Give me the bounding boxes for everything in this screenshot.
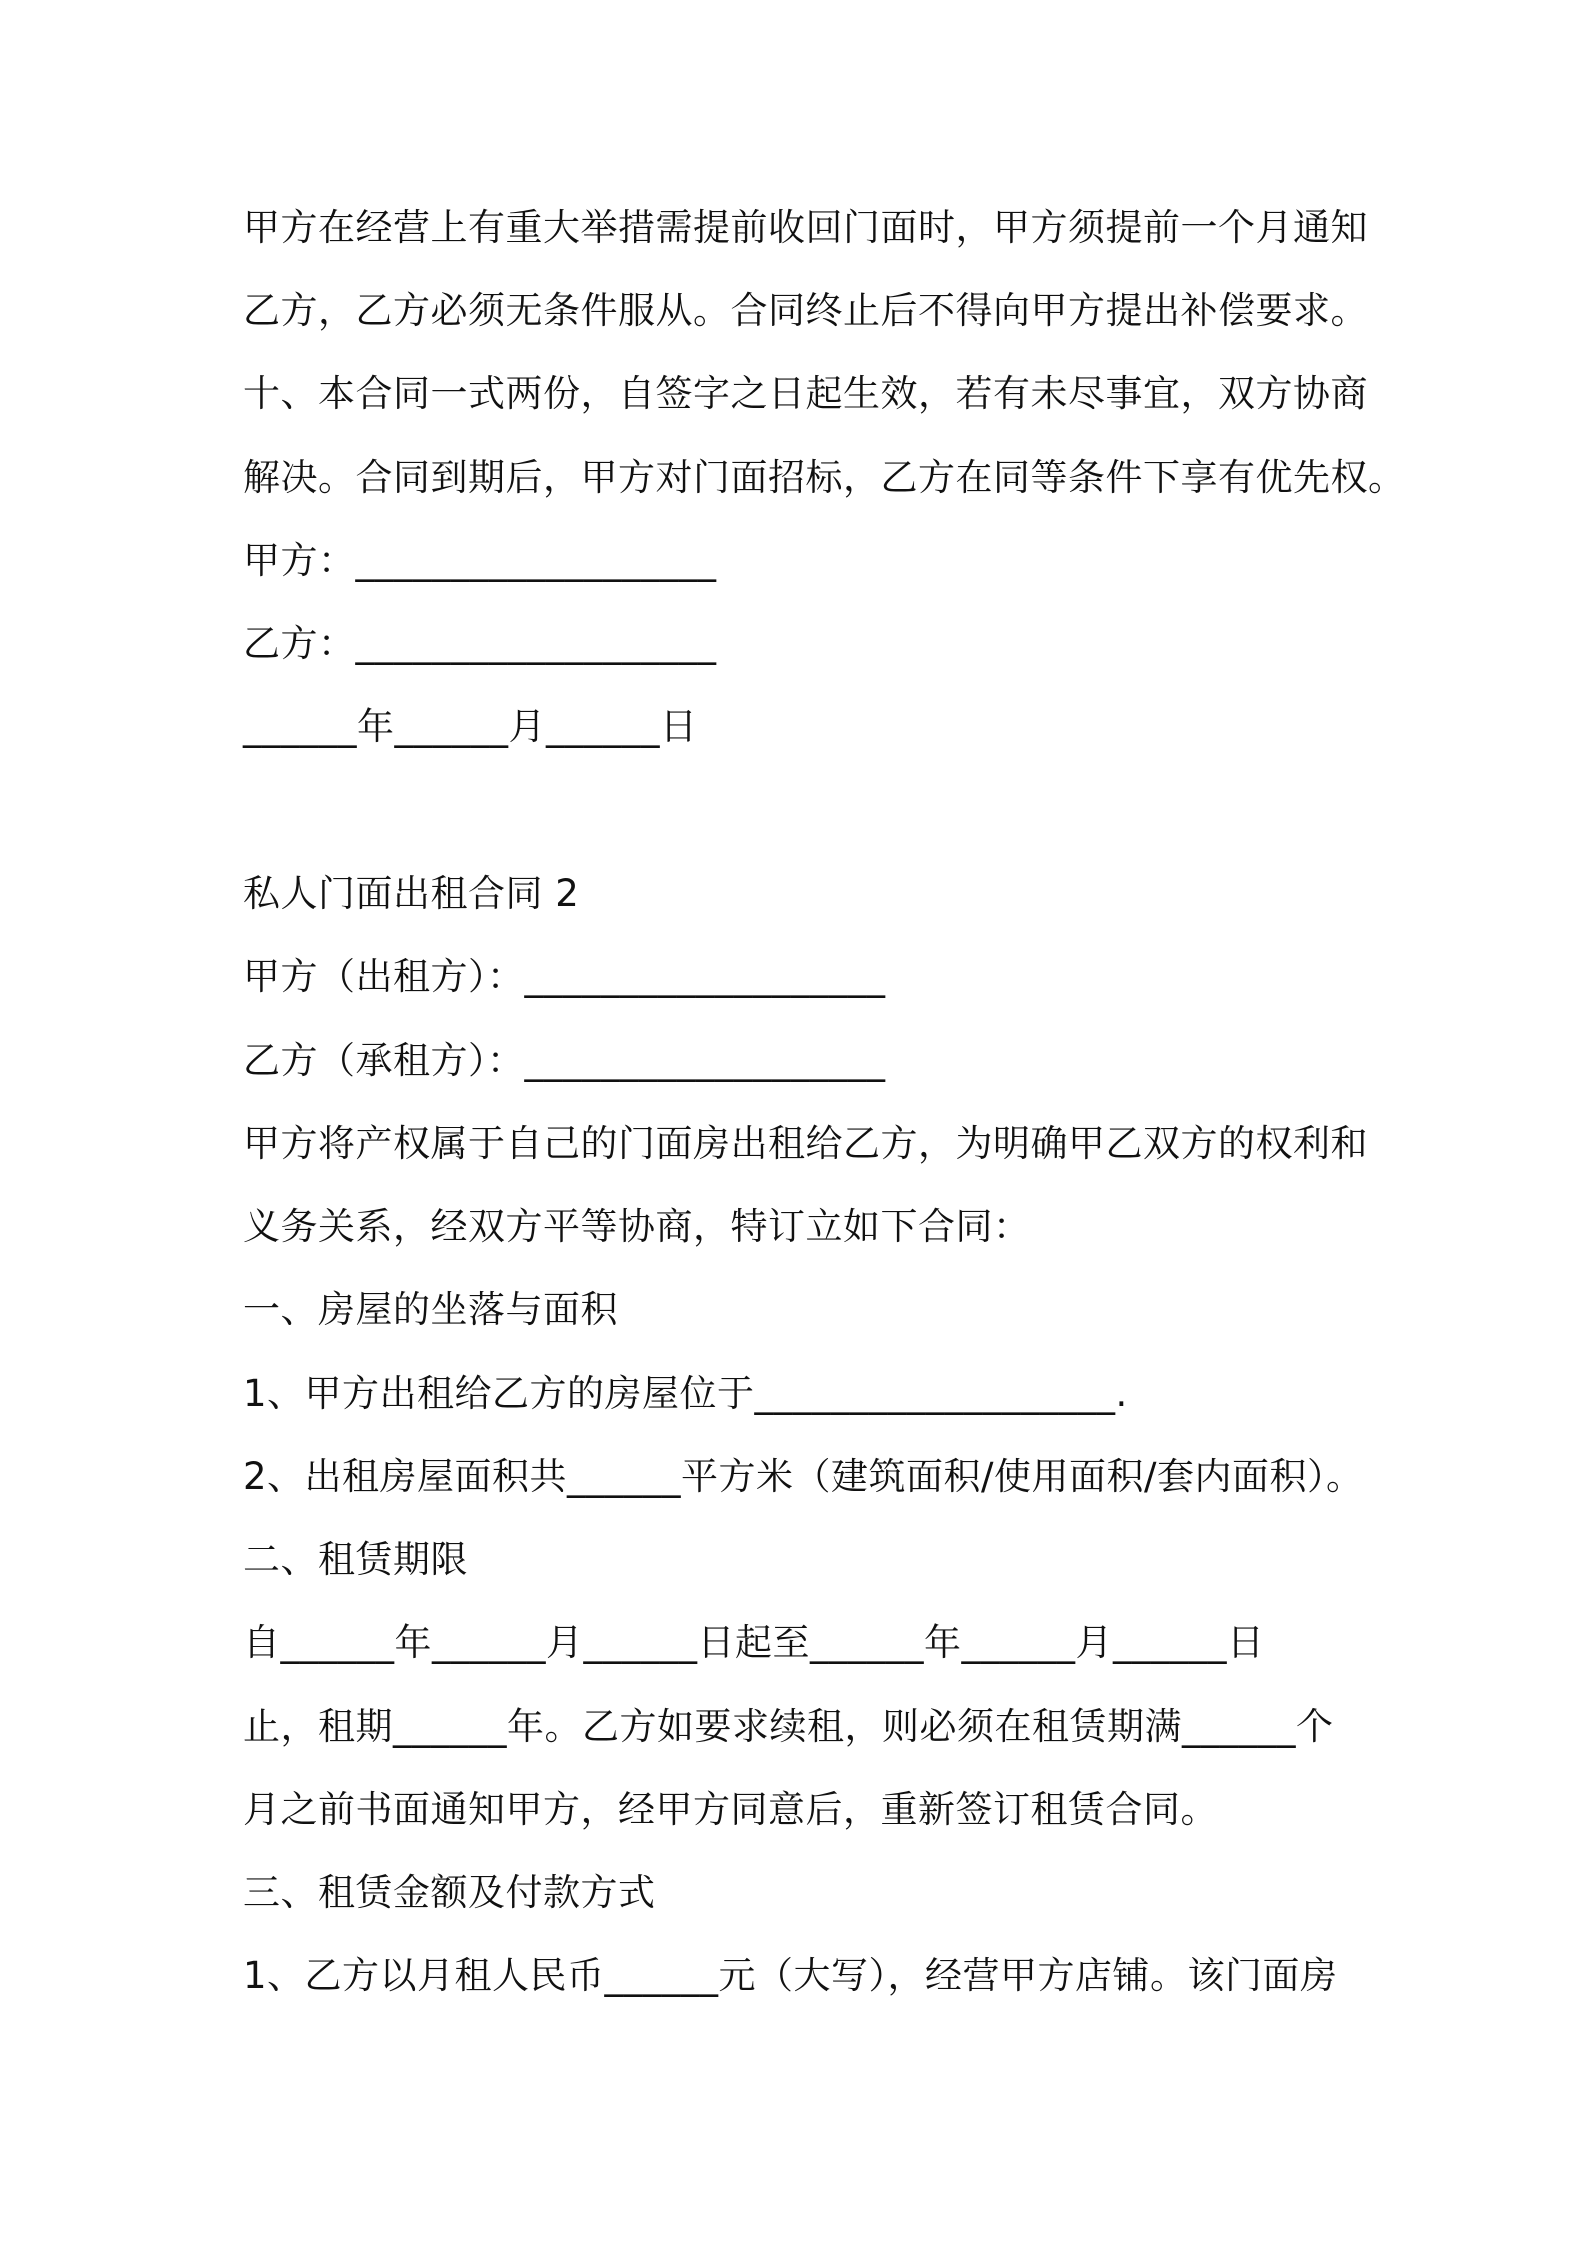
paragraph-line: 自______年______月______日起至______年______月______日 xyxy=(243,1621,1265,1664)
clause-10-line: 十、本合同一式两份，自签字之日起生效，若有未尽事宜，双方协商 xyxy=(243,372,1368,415)
paragraph-line: 解决。合同到期后，甲方对门面招标，乙方在同等条件下享有优先权。 xyxy=(243,456,1406,499)
paragraph-line: 甲方在经营上有重大举措需提前收回门面时，甲方须提前一个月通知 xyxy=(243,206,1368,249)
clause-heading: 一、房屋的坐落与面积 xyxy=(243,1288,618,1331)
paragraph-line: 乙方，乙方必须无条件服从。合同终止后不得向甲方提出补偿要求。 xyxy=(243,289,1368,332)
date-line: ______年______月______日 xyxy=(243,705,698,748)
paragraph-line: 甲方将产权属于自己的门面房出租给乙方，为明确甲乙双方的权利和 xyxy=(243,1122,1368,1165)
clause-heading: 三、租赁金额及付款方式 xyxy=(243,1871,656,1914)
clause-item: 2、出租房屋面积共______平方米（建筑面积/使用面积/套内面积）。 xyxy=(243,1455,1364,1498)
lessor-line: 甲方（出租方）：___________________ xyxy=(243,955,886,998)
paragraph-line: 月之前书面通知甲方，经甲方同意后，重新签订租赁合同。 xyxy=(243,1788,1218,1831)
section-title: 私人门面出租合同 2 xyxy=(243,872,580,915)
paragraph-line: 义务关系，经双方平等协商，特订立如下合同： xyxy=(243,1205,1031,1248)
clause-heading: 二、租赁期限 xyxy=(243,1538,468,1581)
paragraph-line: 止，租期______年。乙方如要求续租，则必须在租赁期满______个 xyxy=(243,1705,1334,1748)
clause-item: 1、甲方出租给乙方的房屋位于___________________. xyxy=(243,1372,1128,1415)
lessee-line: 乙方（承租方）：___________________ xyxy=(243,1039,886,1082)
party-b-signature-line: 乙方：___________________ xyxy=(243,622,717,665)
clause-item: 1、乙方以月租人民币______元（大写），经营甲方店铺。该门面房 xyxy=(243,1954,1338,1997)
party-a-signature-line: 甲方：___________________ xyxy=(243,539,717,582)
